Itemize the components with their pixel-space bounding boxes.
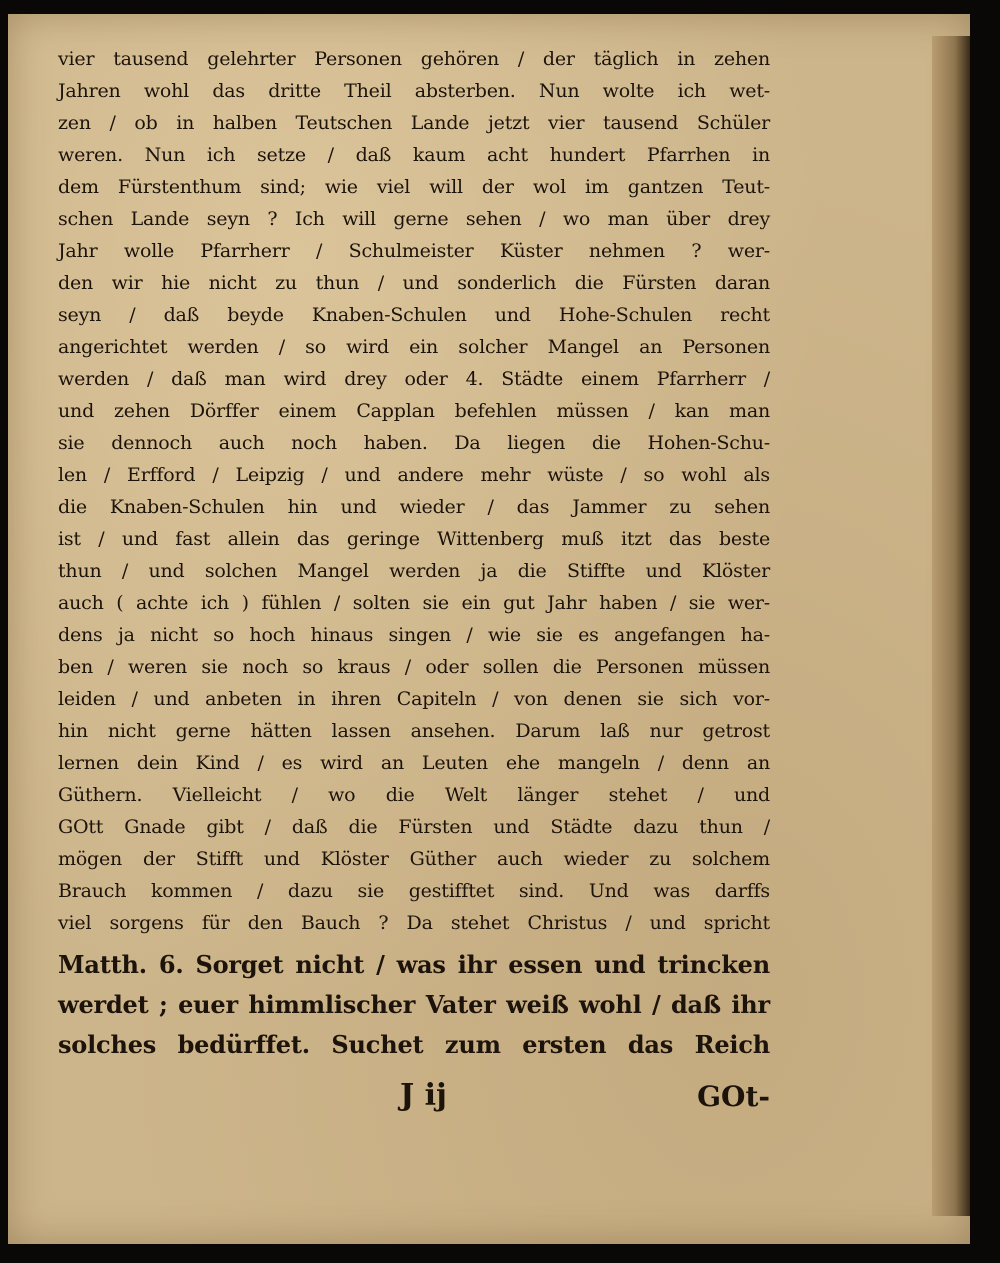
text-line: lernen dein Kind / es wird an Leuten ehe mangeln / denn an [58,752,770,774]
text-line: den wir hie nicht zu thun / und sonderlich die Fürsten daran [58,272,770,294]
page-edge-shadow [932,36,970,1216]
text-line: dem Fürstenthum sind; wie viel will der wol im gantzen Teut- [58,176,770,198]
text-line-large: werdet ; euer himmlischer Vater weiß wohl / daß ihr [58,990,770,1019]
text-line: ben / weren sie noch so kraus / oder sollen die Personen müssen [58,656,770,678]
text-line: vier tausend gelehrter Personen gehören / der täglich in zehen [58,48,770,70]
text-line: ist / und fast allein das geringe Wittenberg muß itzt das beste [58,528,770,550]
text-line: und zehen Dörffer einem Capplan befehlen müssen / kan man [58,400,770,422]
text-line: Güthern. Vielleicht / wo die Welt länger stehet / und [58,784,770,806]
text-line: Brauch kommen / dazu sie gestifftet sind. Und was darffs [58,880,770,902]
text-line: Jahr wolle Pfarrherr / Schulmeister Küster nehmen ? wer- [58,240,770,262]
text-line: werden / daß man wird drey oder 4. Städte einem Pfarrherr / [58,368,770,390]
text-line: weren. Nun ich setze / daß kaum acht hundert Pfarrhen in [58,144,770,166]
text-line: Jahren wohl das dritte Theil absterben. Nun wolte ich wet- [58,80,770,102]
page-footer [58,1078,770,1118]
catchword: GOt- [697,1080,770,1113]
text-line-large: Matth. 6. Sorget nicht / was ihr essen und trincken [58,950,770,979]
text-line: len / Erfford / Leipzig / und andere mehr wüste / so wohl als [58,464,770,486]
text-line: viel sorgens für den Bauch ? Da stehet Christus / und spricht [58,912,770,934]
text-line: sie dennoch auch noch haben. Da liegen die Hohen-Schu- [58,432,770,454]
text-line: zen / ob in halben Teutschen Lande jetzt vier tausend Schüler [58,112,770,134]
text-line-large: solches bedürffet. Suchet zum ersten das Reich [58,1030,770,1059]
text-line: leiden / und anbeten in ihren Capiteln / von denen sie sich vor- [58,688,770,710]
signature-mark: J ij [400,1078,447,1113]
text-line: hin nicht gerne hätten lassen ansehen. Darum laß nur getrost [58,720,770,742]
text-line: mögen der Stifft und Klöster Güther auch wieder zu solchem [58,848,770,870]
text-line: die Knaben-Schulen hin und wieder / das Jammer zu sehen [58,496,770,518]
text-line: GOtt Gnade gibt / daß die Fürsten und Städte dazu thun / [58,816,770,838]
text-line: dens ja nicht so hoch hinaus singen / wie sie es angefangen ha- [58,624,770,646]
text-line: thun / und solchen Mangel werden ja die Stiffte und Klöster [58,560,770,582]
text-line: auch ( achte ich ) fühlen / solten sie ein gut Jahr haben / sie wer- [58,592,770,614]
text-line: schen Lande seyn ? Ich will gerne sehen / wo man über drey [58,208,770,230]
text-line: angerichtet werden / so wird ein solcher Mangel an Personen [58,336,770,358]
text-line: seyn / daß beyde Knaben-Schulen und Hohe-Schulen recht [58,304,770,326]
